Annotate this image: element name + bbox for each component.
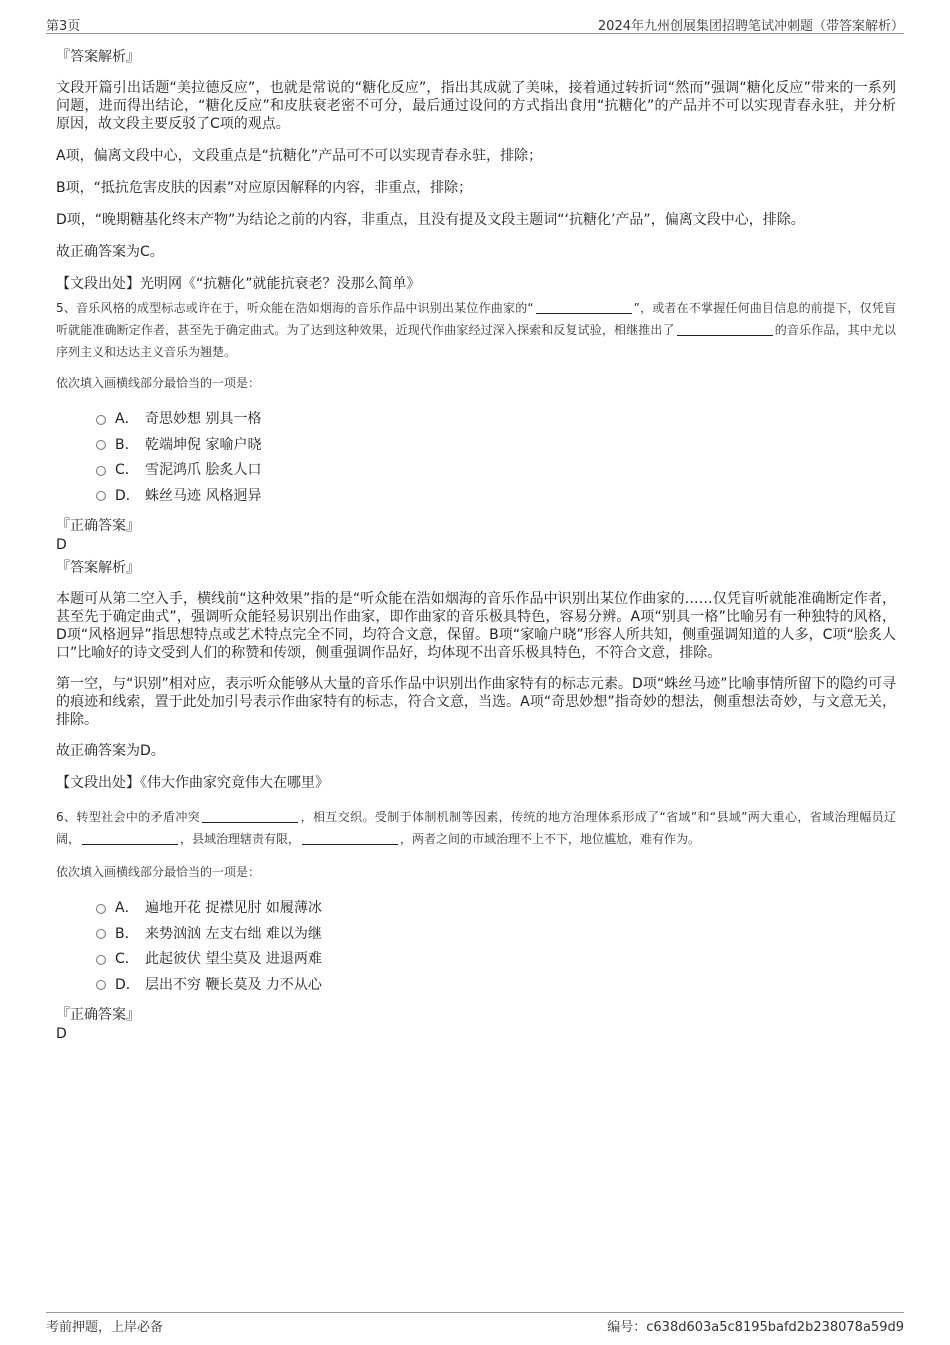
q6-prompt: 依次填入画横线部分最恰当的一项是： [56, 865, 261, 879]
q6-answer-tag: 『正确答案』 [56, 1007, 140, 1023]
option-a[interactable]: A． 奇思妙想 别具一格 [96, 407, 896, 433]
q5-analysis-tag: 『答案解析』 [56, 560, 140, 576]
q4-source: 【文段出处】光明网《“抗糖化”就能抗衰老？没那么简单》 [56, 276, 421, 292]
radio-icon[interactable] [96, 980, 106, 990]
q6-question-text: 6、转型社会中的矛盾冲突 ，相互交织。受制于体制机制等因素，传统的地方治理体系形成了“省域”和“县域”两大重心，省域治理幅员辽阔， ，县域治理辖责有限， ，两者之间的市域治理不上不下，地位尴尬，难有作为。 [56, 810, 896, 846]
option-b[interactable]: B． 乾端坤倪 家喻户晓 [96, 433, 896, 459]
q6-answer: D [56, 1026, 67, 1042]
option-c[interactable]: C． 雪泥鸿爪 脍炙人口 [96, 458, 896, 484]
q5-answer-tag: 『正确答案』 [56, 518, 140, 534]
document-title: 2024年九州创展集团招聘笔试冲刺题（带答案解析） [597, 19, 904, 34]
option-c[interactable]: C． 此起彼伏 望尘莫及 进退两难 [96, 947, 896, 973]
q5-source: 【文段出处】《伟大作曲家究竟伟大在哪里》 [56, 775, 329, 791]
radio-icon[interactable] [96, 466, 106, 476]
q5-question-text: 5、音乐风格的成型标志或许在于，听众能在浩如烟海的音乐作品中识别出某位作曲家的“ ”，或者在不掌握任何曲目信息的前提下，仅凭盲听就能准确断定作者，甚至先于确定曲式。为了达到这种效果，近现代作曲家经过深入探索和反复试验，相继推出了 的音乐作品，其中尤以序列主义和达达主义音乐为翘楚。 [56, 301, 897, 359]
document-id: 编号：c638d603a5c8195bafd2b238078a59d9 [607, 1320, 904, 1335]
q5-options [56, 407, 896, 509]
q5-conclusion: 故正确答案为D。 [56, 743, 165, 759]
fill-blank [82, 832, 178, 845]
q4-analysis-paragraph: A项，偏离文段中心，文段重点是“抗糖化”产品可不可以实现青春永驻，排除； [56, 148, 543, 164]
radio-icon[interactable] [96, 440, 106, 450]
fill-blank [536, 301, 632, 314]
q5-analysis-paragraph: 第一空，与“识别”相对应，表示听众能够从大量的音乐作品中识别出作曲家特有的标志元素。D项“蛛丝马迹”比喻事情所留下的隐约可寻的痕迹和线索，置于此处加引号表示作曲家特有的标志，符合文意，当选。A项“奇思妙想”指奇妙的想法，侧重想法奇妙，与文意无关，排除。 [56, 676, 896, 728]
q5-answer: D [56, 537, 67, 553]
q4-conclusion: 故正确答案为C。 [56, 244, 164, 260]
q4-analysis-tag: 『答案解析』 [56, 49, 140, 65]
q4-analysis-paragraph: 文段开篇引出话题“美拉德反应”，也就是常说的“糖化反应”，指出其成就了美味，接着通过转折词“然而”强调“糖化反应”带来的一系列问题，进而得出结论，“糖化反应”和皮肤衰老密不可分，最后通过设问的方式指出食用“抗糖化”的产品并不可以实现青春永驻，并分析原因，故文段主要反驳了C项的观点。 [56, 80, 896, 132]
radio-icon[interactable] [96, 415, 106, 425]
radio-icon[interactable] [96, 904, 106, 914]
option-d[interactable]: D． 层出不穷 鞭长莫及 力不从心 [96, 973, 896, 999]
fill-blank [302, 832, 398, 845]
fill-blank [202, 810, 298, 823]
radio-icon[interactable] [96, 491, 106, 501]
radio-icon[interactable] [96, 955, 106, 965]
option-a[interactable]: A． 遍地开花 捉襟见肘 如履薄冰 [96, 896, 896, 922]
q4-analysis-paragraph: B项，“抵抗危害皮肤的因素”对应原因解释的内容，非重点，排除； [56, 180, 473, 196]
q5-prompt: 依次填入画横线部分最恰当的一项是： [56, 376, 261, 390]
q6-options [56, 896, 896, 998]
q5-analysis-paragraph: 本题可从第二空入手，横线前“这种效果”指的是“听众能在浩如烟海的音乐作品中识别出某位作曲家的……仅凭盲听就能准确断定作者，甚至先于确定曲式”，强调听众能轻易识别出作曲家，即作曲家的音乐极具特色，容易分辨。A项“别具一格”比喻另有一种独特的风格，D项“风格迥异”指思想特点或艺术特点完全不同，均符合文意，保留。B项“家喻户晓”形容人所共知，侧重强调知道的人多，C项“脍炙人口”比喻好的诗文受到人们的称赞和传颂，侧重强调作品好，均体现不出音乐极具特色，不符合文意，排除。 [56, 591, 896, 661]
q4-analysis-paragraph: D项，“晚期糖基化终末产物”为结论之前的内容，非重点，且没有提及文段主题词“‘抗糖化’产品”，偏离文段中心，排除。 [56, 212, 805, 228]
page-content [56, 46, 896, 1042]
page-footer [46, 1312, 904, 1333]
fill-blank [677, 323, 773, 336]
page-header [46, 13, 904, 34]
option-b[interactable]: B． 来势汹汹 左支右绌 难以为继 [96, 922, 896, 948]
option-d[interactable]: D． 蛛丝马迹 风格迥异 [96, 484, 896, 510]
footer-slogan: 考前押题，上岸必备 [46, 1320, 164, 1335]
page-number: 第3页 [46, 19, 81, 34]
radio-icon[interactable] [96, 929, 106, 939]
